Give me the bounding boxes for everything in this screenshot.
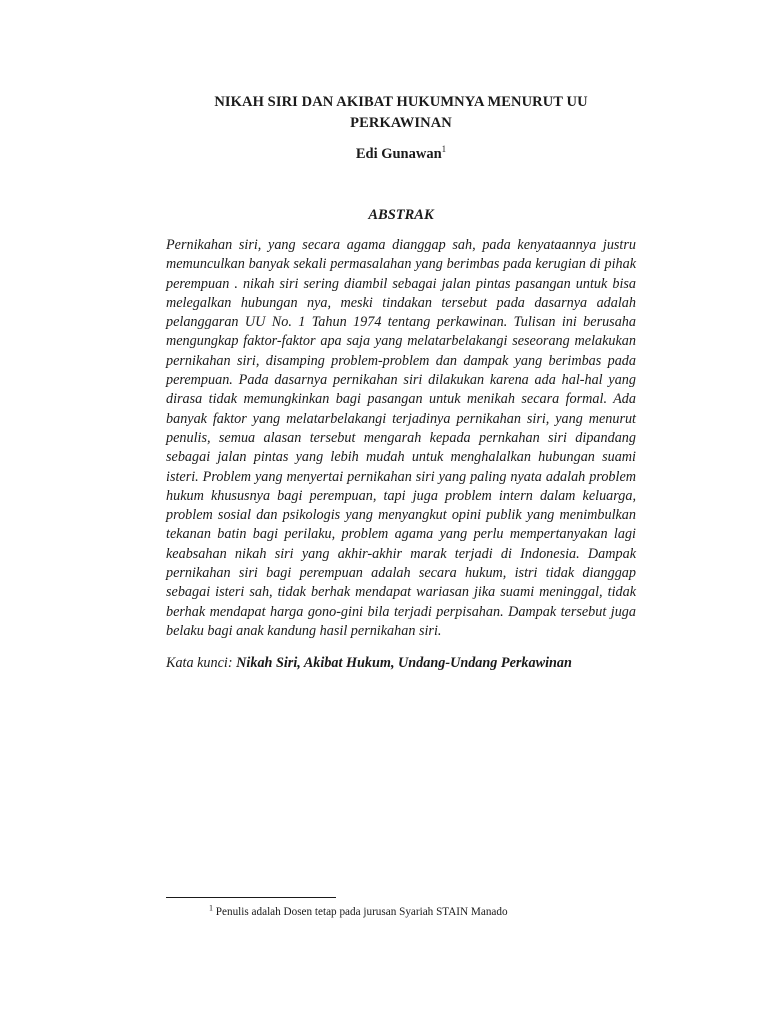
keywords-line (166, 653, 636, 674)
author-name: Edi Gunawan (355, 146, 442, 162)
keywords-values: Nikah Siri, Akibat Hukum, Undang-Undang Perkawinan (236, 655, 572, 671)
footnote-mark: 1 (209, 903, 213, 913)
paper-title-line-1: NIKAH SIRI DAN AKIBAT HUKUMNYA MENURUT UU (214, 94, 588, 110)
footnote-divider (166, 897, 336, 898)
author-footnote-mark: 1 (441, 144, 447, 155)
keywords-label: Kata kunci (166, 655, 228, 671)
footnote-text: Penulis adalah Dosen tetap pada jurusan Syariah STAIN Manado (213, 906, 508, 918)
paper-title (166, 92, 636, 134)
paper-title-line-2: PERKAWINAN (350, 115, 452, 131)
footnote (209, 905, 629, 920)
abstract-heading: ABSTRAK (368, 207, 434, 223)
abstract-body: Pernikahan siri, yang secara agama dianggap sah, pada kenyataannya justru memunculkan banyak sekali permasalahan yang berimbas pada kerugian di pihak perempuan . nikah siri sering diambil sebagai jalan pintas pasangan untuk bisa melegalkan hubungan nya, meski tindakan tersebut pada dasarnya adalah pelanggaran UU No. 1 Tahun 1974 tentang perkawinan. Tulisan ini berusaha mengungkap faktor-faktor apa saja yang melatarbelakangi seseorang melakukan pernikahan siri, disamping problem-problem dan dampak yang berimbas pada perempuan. Pada dasarnya pernikahan siri dilakukan karena ada hal-hal yang dirasa tidak memungkinkan bagi pasangan untuk menikah secara formal. Ada banyak faktor yang melatarbelakangi terjadinya pernikahan siri, yang menurut penulis, semua alasan tersebut mengarah kepada pernkahan siri dipandang sebagai jalan pintas yang lebih mudah untuk menghalalkan hubungan suami isteri. Problem yang menyertai pernikahan siri yang paling nyata adalah problem hukum khususnya bagi perempuan, tapi juga problem intern dalam keluarga, problem sosial dan psikologis yang menyangkut opini publik yang menimbulkan tekanan batin bagi perilaku, problem agama yang perlu mempertanyakan lagi keabsahan nikah siri yang akhir-akhir marak terjadi di Indonesia. Dampak pernikahan siri bagi perempuan adalah secara hukum, istri tidak dianggap sebagai isteri sah, tidak berhak mendapat wariasan jika suami meninggal, tidak berhak mendapat harga gono-gini bila terjadi perpisahan. Dampak tersebut juga belaku bagi anak kandung hasil pernikahan siri. (166, 237, 636, 639)
keywords-separator: : (227, 655, 237, 671)
author-line (166, 144, 636, 165)
